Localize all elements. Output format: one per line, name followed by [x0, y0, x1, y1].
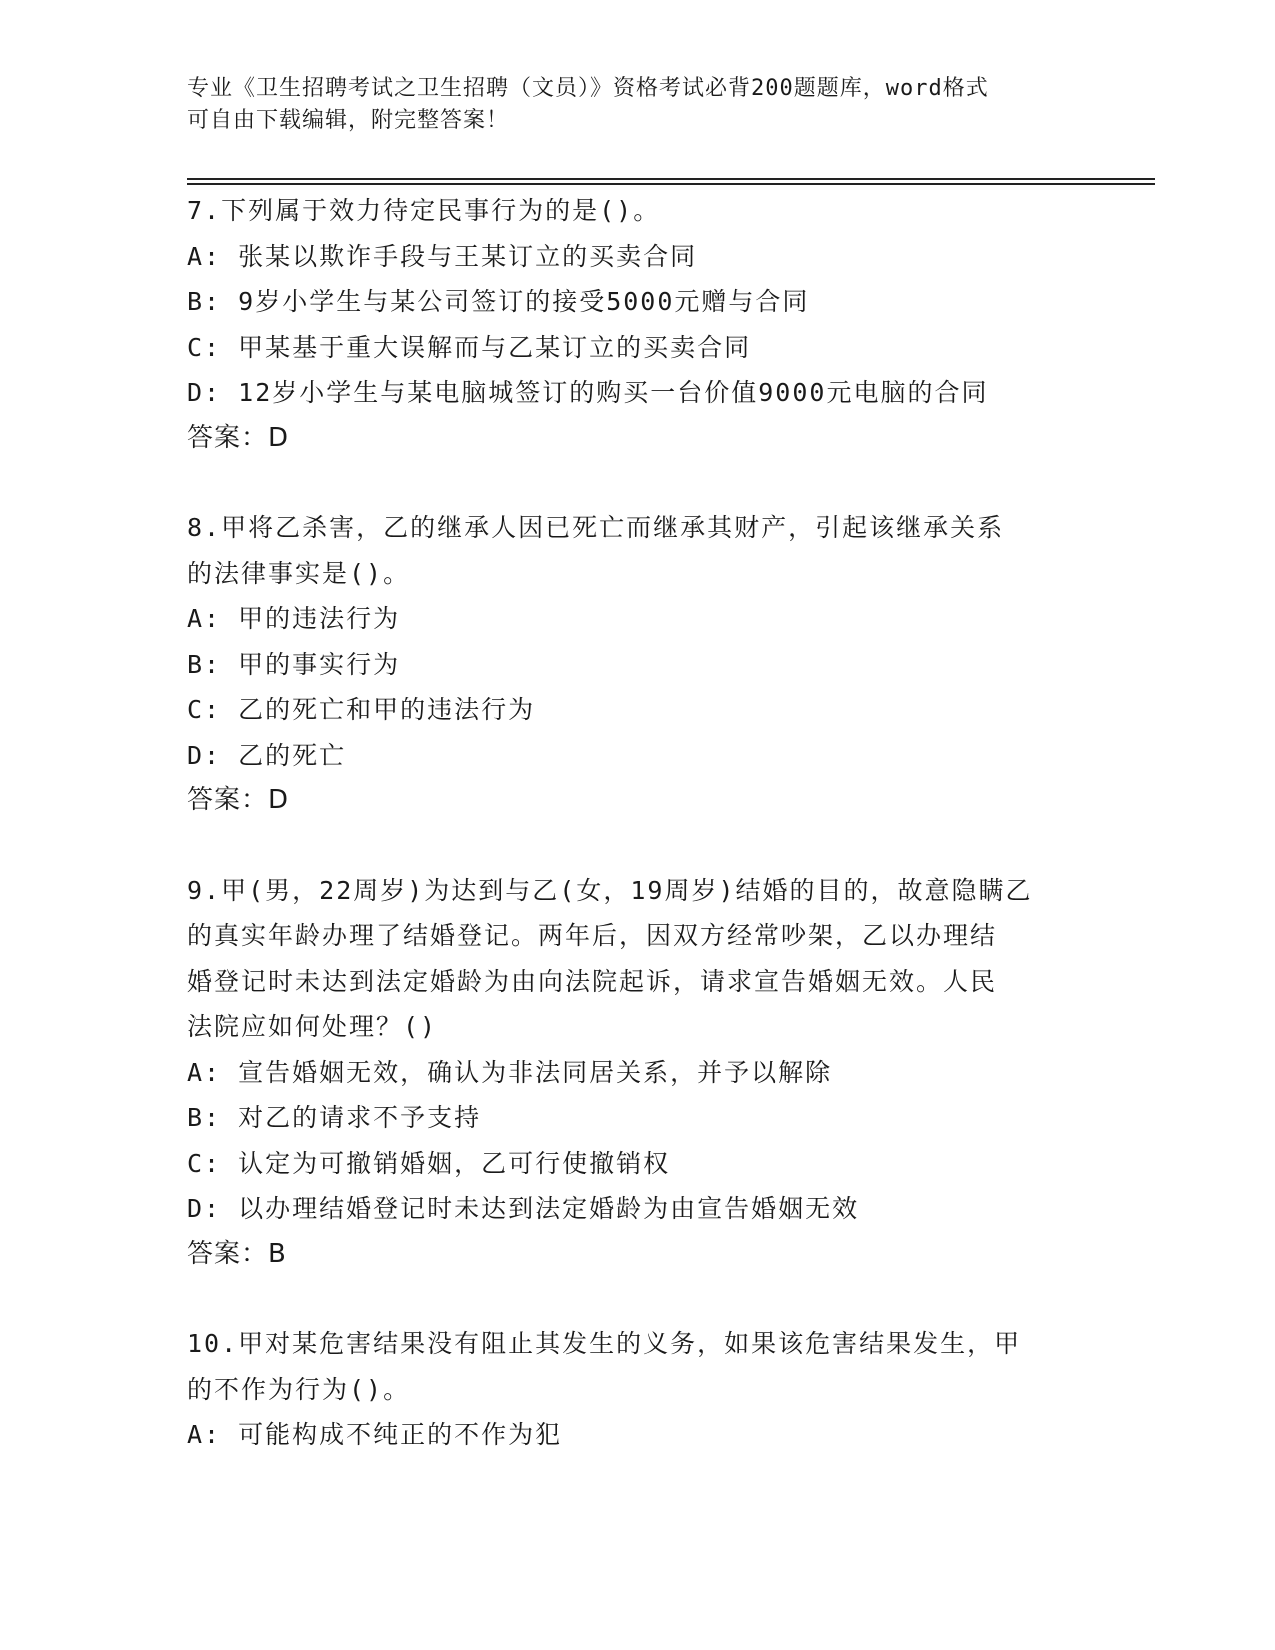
option-c: C: 甲某基于重大误解而与乙某订立的买卖合同: [187, 332, 752, 362]
option-c: C: 认定为可撤销婚姻，乙可行使撤销权: [187, 1148, 671, 1178]
option-b: B: 对乙的请求不予支持: [187, 1103, 482, 1132]
question-item: [187, 505, 1087, 824]
question-spacer: [187, 461, 1087, 505]
question-stem: 的真实年龄办理了结婚登记。两年后，因双方经常吵架，乙以办理结: [187, 921, 998, 950]
question-spacer: [187, 1277, 1087, 1321]
question-item: [187, 1321, 1087, 1458]
option-a: A: 甲的违法行为: [187, 604, 401, 633]
option-b: B: 甲的事实行为: [187, 649, 401, 679]
document-header: [187, 73, 1087, 137]
option-b: B: 9岁小学生与某公司签订的接受5000元赠与合同: [187, 287, 810, 316]
option-d: D: 以办理结婚登记时未达到法定婚龄为由宣告婚姻无效: [187, 1194, 860, 1223]
answer-line: 答案：D: [187, 422, 290, 453]
question-stem: 10.甲对某危害结果没有阻止其发生的义务，如果该危害结果发生，甲: [187, 1329, 1022, 1358]
question-item: [187, 868, 1087, 1278]
question-spacer: [187, 824, 1087, 868]
question-stem: 7.下列属于效力待定民事行为的是()。: [187, 196, 661, 225]
question-item: [187, 188, 1087, 461]
question-stem: 婚登记时未达到法定婚龄为由向法院起诉，请求宣告婚姻无效。人民: [187, 966, 998, 996]
answer-line: 答案：D: [187, 785, 290, 815]
header-divider-bottom: [187, 183, 1155, 185]
option-c: C: 乙的死亡和甲的违法行为: [187, 695, 536, 724]
option-a: A: 张某以欺诈手段与王某订立的买卖合同: [187, 241, 698, 271]
question-stem: 法院应如何处理？(): [187, 1012, 438, 1041]
option-d: D: 12岁小学生与某电脑城签订的购买一台价值9000元电脑的合同: [187, 378, 989, 407]
answer-line: 答案：B: [187, 1238, 287, 1269]
option-a: A: 可能构成不纯正的不作为犯: [187, 1420, 563, 1449]
question-stem: 9.甲(男，22周岁)为达到与乙(女，19周岁)结婚的目的，故意隐瞒乙: [187, 875, 1033, 905]
question-list: [187, 188, 1087, 1458]
option-a: A: 宣告婚姻无效，确认为非法同居关系，并予以解除: [187, 1057, 833, 1087]
header-title-line-2: 可自由下载编辑，附完整答案！: [187, 108, 510, 133]
question-stem: 的不作为行为()。: [187, 1374, 411, 1404]
option-d: D: 乙的死亡: [187, 740, 347, 770]
header-title-line-1: 专业《卫生招聘考试之卫生招聘（文员）》资格考试必背200题题库，word格式: [187, 76, 989, 101]
question-stem: 的法律事实是()。: [187, 558, 411, 588]
question-stem: 8.甲将乙杀害，乙的继承人因已死亡而继承其财产，引起该继承关系: [187, 513, 1005, 542]
header-divider-top: [187, 178, 1155, 180]
